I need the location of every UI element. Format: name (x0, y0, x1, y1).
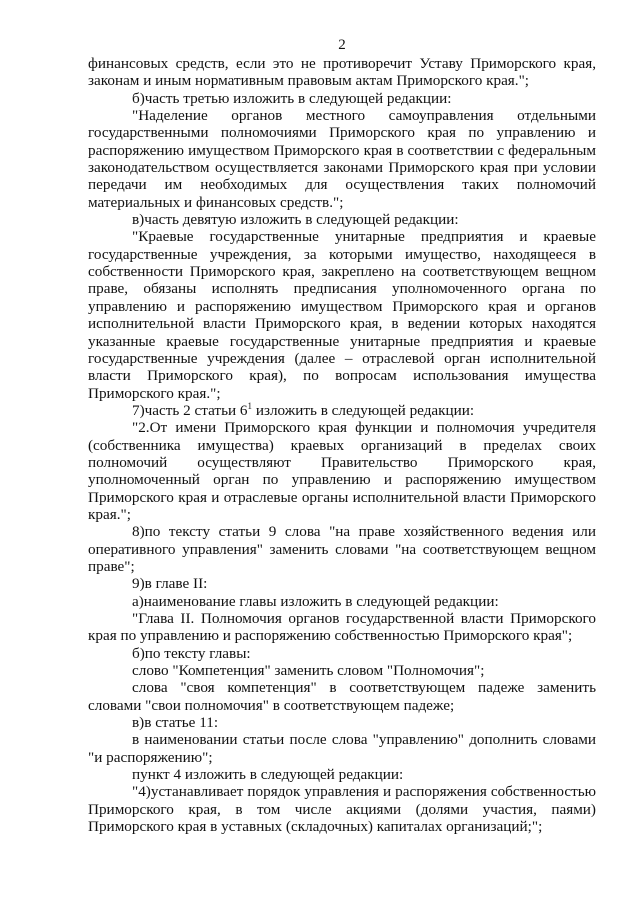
paragraph-text: 7)часть 2 статьи 6 (132, 401, 248, 419)
paragraph: слово "Компетенция" заменить словом "Полномочия"; (132, 662, 485, 680)
paragraph: финансовых средств, если это не противоречит Уставу Приморского края, законам и иным нормативным правовым актам Приморского края."; (88, 55, 596, 90)
paragraph: в)часть девятую изложить в следующей редакции: (132, 211, 459, 229)
paragraph: б)часть третью изложить в следующей редакции: (132, 89, 452, 107)
paragraph: "Глава II. Полномочия органов государственной власти Приморского края по управлению и распоряжению собственностью Приморского края"; (88, 610, 596, 645)
paragraph: "4)устанавливает порядок управления и распоряжения собственностью Приморского края, в том числе акциями (долями участия, паями) Приморского края в уставных (складочных) капиталах организаций;"; (88, 783, 596, 836)
paragraph: 8)по тексту статьи 9 слова "на праве хозяйственного ведения или оперативного управления" заменить словами "на соответствующем вещном праве"; (88, 523, 596, 575)
paragraph: в)в статье 11: (132, 714, 219, 732)
paragraph: слова "своя компетенция" в соответствующем падеже заменить словами "свои полномочия" в соответствующем падеже; (88, 679, 596, 714)
paragraph: "Наделение органов местного самоуправления отдельными государственными полномочиями Приморского края по управлению и распоряжению имуществом Приморского края в соответствии с федеральным законодательством осуществляется законами Приморского края при условии передачи им необходимых для осуществления таких полномочий материальных и финансовых средств."; (88, 107, 596, 211)
paragraph: б)по тексту главы: (132, 644, 251, 662)
paragraph: в наименовании статьи после слова "управлению" дополнить словами "и распоряжению"; (88, 731, 596, 766)
paragraph: 9)в главе II: (132, 575, 208, 593)
paragraph (88, 402, 596, 419)
page-number: 2 (338, 37, 346, 53)
paragraph: "2.От имени Приморского края функции и полномочия учредителя (собственника имущества) краевых организаций в пределах своих полномочий осуществляют Правительство Приморского края, уполномоченный орган по управлению и распоряжению имуществом Приморского края и отраслевые органы исполнительной власти Приморского края."; (88, 419, 596, 523)
superscript: 1 (247, 400, 253, 411)
paragraph: а)наименование главы изложить в следующей редакции: (132, 592, 499, 610)
paragraph: пункт 4 изложить в следующей редакции: (132, 766, 404, 784)
paragraph: "Краевые государственные унитарные предприятия и краевые государственные учреждения, за которыми имущество, находящееся в собственности Приморского края, закреплено на соответствующем вещном праве, обязаны исполнять предписания уполномоченного органа по управлению и распоряжению имуществом Приморского края и органов исполнительной власти Приморского края, в ведении которых находятся указанные краевые государственные унитарные предприятия и краевые государственные учреждения (далее – отраслевой орган исполнительной власти Приморского края), по вопросам использования имущества Приморского края."; (88, 228, 596, 402)
paragraph-text: изложить в следующей редакции: (252, 401, 475, 419)
